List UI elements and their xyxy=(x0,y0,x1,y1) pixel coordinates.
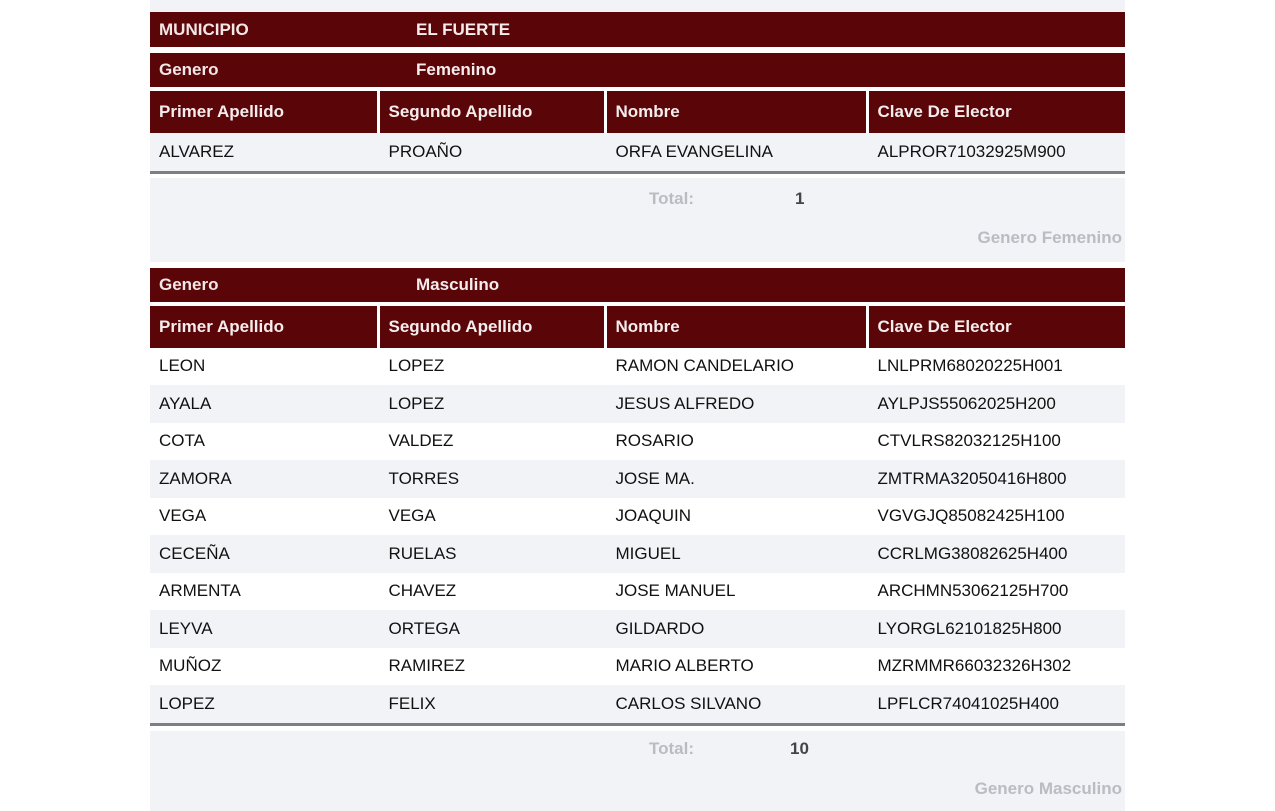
top-strip xyxy=(150,0,1125,12)
cell-primer-apellido: LOPEZ xyxy=(150,685,378,723)
cell-segundo-apellido: TORRES xyxy=(378,460,605,498)
cell-segundo-apellido: VEGA xyxy=(378,498,605,536)
cell-clave-elector: LPFLCR74041025H400 xyxy=(867,685,1125,723)
col-nombre: Nombre xyxy=(605,91,867,133)
cell-clave-elector: CTVLRS82032125H100 xyxy=(867,423,1125,461)
col-clave-elector: Clave De Elector xyxy=(867,91,1125,133)
cell-nombre: CARLOS SILVANO xyxy=(605,685,867,723)
cell-segundo-apellido: FELIX xyxy=(378,685,605,723)
cell-primer-apellido: VEGA xyxy=(150,498,378,536)
table-row xyxy=(150,610,1125,648)
table-row xyxy=(150,648,1125,686)
total-value: 1 xyxy=(795,188,805,208)
report xyxy=(150,0,1125,811)
total-label: Total: xyxy=(649,188,695,208)
cell-segundo-apellido: PROAÑO xyxy=(378,133,605,171)
group-femenino xyxy=(150,53,1125,262)
cell-segundo-apellido: LOPEZ xyxy=(378,385,605,423)
table-header xyxy=(150,306,1125,348)
cell-segundo-apellido: VALDEZ xyxy=(378,423,605,461)
col-nombre: Nombre xyxy=(605,306,867,348)
cell-primer-apellido: LEON xyxy=(150,348,378,386)
col-clave-elector: Clave De Elector xyxy=(867,306,1125,348)
total-value: 10 xyxy=(790,738,809,758)
table-row xyxy=(150,498,1125,536)
cell-primer-apellido: ALVAREZ xyxy=(150,133,378,171)
cell-segundo-apellido: LOPEZ xyxy=(378,348,605,386)
table-row xyxy=(150,423,1125,461)
table-row xyxy=(150,573,1125,611)
cell-primer-apellido: LEYVA xyxy=(150,610,378,648)
cell-segundo-apellido: RAMIREZ xyxy=(378,648,605,686)
genero-label: Genero xyxy=(159,60,219,79)
cell-primer-apellido: CECEÑA xyxy=(150,535,378,573)
total-label: Total: xyxy=(649,738,695,758)
group-masculino xyxy=(150,268,1125,811)
table-header xyxy=(150,91,1125,133)
genero-bar xyxy=(150,53,1125,87)
cell-clave-elector: ARCHMN53062125H700 xyxy=(867,573,1125,611)
cell-nombre: MARIO ALBERTO xyxy=(605,648,867,686)
col-segundo-apellido: Segundo Apellido xyxy=(378,306,605,348)
cell-nombre: ORFA EVANGELINA xyxy=(605,133,867,171)
municipio-label: MUNICIPIO xyxy=(159,19,249,39)
cell-primer-apellido: MUÑOZ xyxy=(150,648,378,686)
cell-segundo-apellido: RUELAS xyxy=(378,535,605,573)
cell-primer-apellido: ZAMORA xyxy=(150,460,378,498)
group-summary xyxy=(150,731,1125,811)
table-row xyxy=(150,460,1125,498)
cell-clave-elector: MZRMMR66032326H302 xyxy=(867,648,1125,686)
cell-clave-elector: ZMTRMA32050416H800 xyxy=(867,460,1125,498)
cell-segundo-apellido: CHAVEZ xyxy=(378,573,605,611)
genero-bar xyxy=(150,268,1125,302)
table-row xyxy=(150,385,1125,423)
table-masculino xyxy=(150,306,1125,723)
table-row xyxy=(150,133,1125,171)
municipio-value: EL FUERTE xyxy=(416,19,511,39)
cell-primer-apellido: COTA xyxy=(150,423,378,461)
cell-clave-elector: LYORGL62101825H800 xyxy=(867,610,1125,648)
cell-nombre: MIGUEL xyxy=(605,535,867,573)
cell-nombre: JOSE MA. xyxy=(605,460,867,498)
cell-clave-elector: ALPROR71032925M900 xyxy=(867,133,1125,171)
table-row xyxy=(150,685,1125,723)
cell-clave-elector: VGVGJQ85082425H100 xyxy=(867,498,1125,536)
genero-value: Femenino xyxy=(416,60,497,79)
group-footer: Genero Femenino xyxy=(977,227,1122,247)
cell-clave-elector: AYLPJS55062025H200 xyxy=(867,385,1125,423)
group-summary xyxy=(150,178,1125,262)
cell-nombre: JOAQUIN xyxy=(605,498,867,536)
table-femenino xyxy=(150,91,1125,171)
cell-clave-elector: CCRLMG38082625H400 xyxy=(867,535,1125,573)
cell-segundo-apellido: ORTEGA xyxy=(378,610,605,648)
cell-nombre: JESUS ALFREDO xyxy=(605,385,867,423)
table-row xyxy=(150,535,1125,573)
cell-nombre: RAMON CANDELARIO xyxy=(605,348,867,386)
municipio-bar xyxy=(150,12,1125,47)
col-primer-apellido: Primer Apellido xyxy=(150,306,378,348)
genero-label: Genero xyxy=(159,274,219,294)
cell-nombre: GILDARDO xyxy=(605,610,867,648)
table-row xyxy=(150,348,1125,386)
cell-clave-elector: LNLPRM68020225H001 xyxy=(867,348,1125,386)
group-footer: Genero Masculino xyxy=(974,778,1122,798)
col-segundo-apellido: Segundo Apellido xyxy=(378,91,605,133)
col-primer-apellido: Primer Apellido xyxy=(150,91,378,133)
cell-primer-apellido: ARMENTA xyxy=(150,573,378,611)
cell-primer-apellido: AYALA xyxy=(150,385,378,423)
genero-value: Masculino xyxy=(416,274,500,294)
cell-nombre: ROSARIO xyxy=(605,423,867,461)
cell-nombre: JOSE MANUEL xyxy=(605,573,867,611)
